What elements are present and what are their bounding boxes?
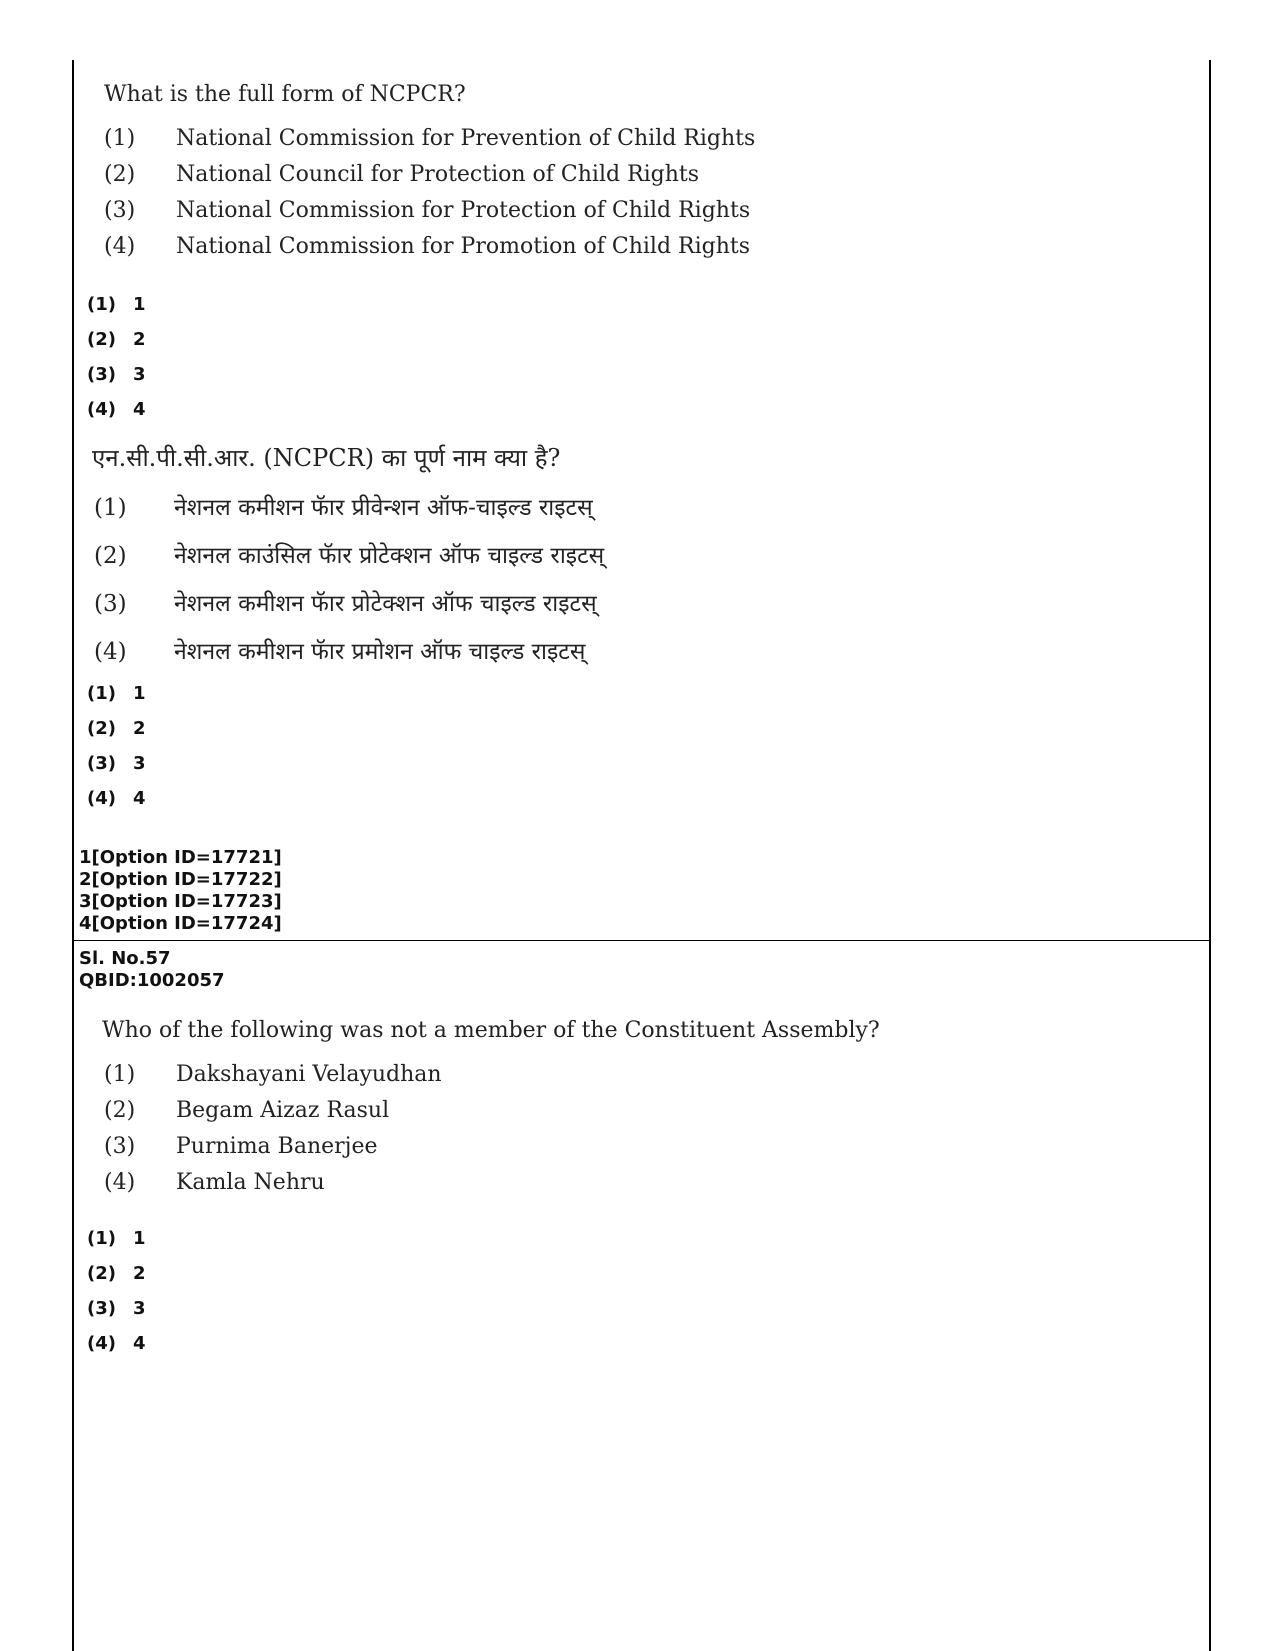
q2-options-en: [104, 1062, 442, 1206]
q1-option-hi-4: (4) नेशनल कमीशन फॅार प्रमोशन ऑफ चाइल्ड राइटस्: [94, 639, 586, 665]
q1-option-hi-2: (2) नेशनल काउंसिल फॅार प्रोटेक्शन ऑफ चाइल्ड राइटस्: [94, 543, 605, 569]
option-id: 2[Option ID=17722]: [79, 869, 282, 890]
q1-options-hi: [94, 490, 604, 682]
serial-number: Sl. No.57: [79, 948, 171, 969]
q1-answer-choices-hi: [87, 683, 146, 823]
q2-answer-choices-en: [87, 1228, 146, 1368]
option-id: 1[Option ID=17721]: [79, 847, 282, 868]
answer-choice[interactable]: (4) 4: [87, 399, 146, 420]
q2-option-en-4: (4) Kamla Nehru: [104, 1170, 325, 1195]
answer-choice[interactable]: (3) 3: [87, 1298, 146, 1319]
q1-answer-choices-en: [87, 294, 146, 434]
qbid: QBID:1002057: [79, 970, 225, 991]
answer-choice[interactable]: (3) 3: [87, 753, 146, 774]
answer-choice[interactable]: (4) 4: [87, 1333, 146, 1354]
answer-choice[interactable]: (2) 2: [87, 718, 146, 739]
answer-choice[interactable]: (3) 3: [87, 364, 146, 385]
answer-choice[interactable]: (2) 2: [87, 329, 146, 350]
q2-option-en-3: (3) Purnima Banerjee: [104, 1134, 378, 1159]
answer-choice[interactable]: (1) 1: [87, 683, 146, 704]
answer-choice[interactable]: (2) 2: [87, 1263, 146, 1284]
answer-choice[interactable]: (4) 4: [87, 788, 146, 809]
answer-choice[interactable]: (1) 1: [87, 294, 146, 315]
q1-option-en-1: (1) National Commission for Prevention of Child Rights: [104, 126, 756, 151]
answer-choice[interactable]: (1) 1: [87, 1228, 146, 1249]
q1-question-hi: एन.सी.पी.सी.आर. (NCPCR) का पूर्ण नाम क्या है?: [92, 444, 561, 472]
q1-option-ids: [79, 847, 282, 935]
q2-question-en: Who of the following was not a member of the Constituent Assembly?: [102, 1018, 880, 1043]
q1-option-en-2: (2) National Council for Protection of Child Rights: [104, 162, 700, 187]
q2-meta: [79, 948, 225, 992]
q1-option-en-4: (4) National Commission for Promotion of Child Rights: [104, 234, 751, 259]
page-border-right: [1209, 60, 1211, 1651]
q1-option-hi-3: (3) नेशनल कमीशन फॅार प्रोटेक्शन ऑफ चाइल्ड राइटस्: [94, 591, 597, 617]
q1-question-en: What is the full form of NCPCR?: [104, 82, 466, 107]
page-border-left: [72, 60, 74, 1651]
option-id: 3[Option ID=17723]: [79, 891, 282, 912]
q2-option-en-2: (2) Begam Aizaz Rasul: [104, 1098, 390, 1123]
option-id: 4[Option ID=17724]: [79, 913, 282, 934]
q2-option-en-1: (1) Dakshayani Velayudhan: [104, 1062, 442, 1087]
q1-option-en-3: (3) National Commission for Protection of Child Rights: [104, 198, 751, 223]
q1-option-hi-1: (1) नेशनल कमीशन फॅार प्रीवेन्शन ऑफ-चाइल्ड राइटस्: [94, 495, 593, 521]
question-divider: [72, 940, 1211, 941]
q1-options-en: [104, 126, 755, 270]
